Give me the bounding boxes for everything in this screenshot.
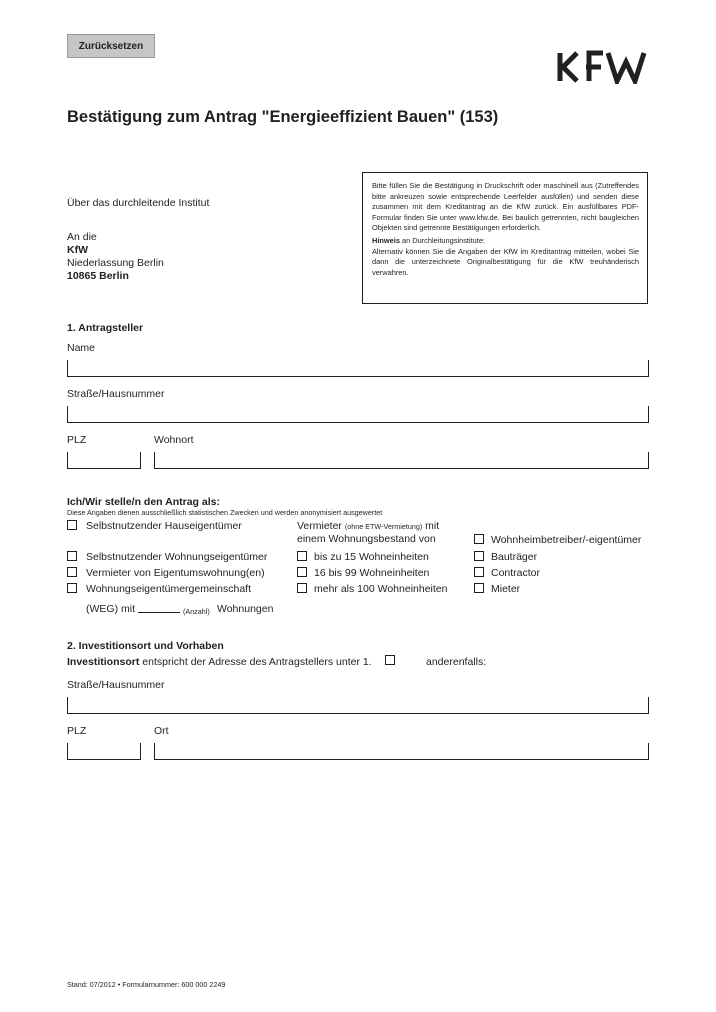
instructions-text: Bitte füllen Sie die Bestätigung in Druckschrift oder maschinell aus (Zutreffendes bitte ankreuzen sowie entsprechende Leerfelder ausfüllen) und senden diese zusammen mit dem Kreditantrag an die KfW zurück. Ein ausfüllbares PDF-Formular finden Sie unter www.kfw.de. Bei baulich getrennten, nicht baugleichen Objekten sind getrennte Bestätigungen erforderlich. xyxy=(372,181,639,233)
landlord-heading-line2: einem Wohnungsbestand von xyxy=(297,533,436,545)
checkbox-16-to-99[interactable] xyxy=(297,567,307,577)
label-self-house-owner: Selbstnutzender Hauseigentümer xyxy=(86,520,242,532)
investment-street-field[interactable] xyxy=(67,697,649,714)
applicant-type-heading: Ich/Wir stelle/n den Antrag als: xyxy=(67,496,220,508)
page-title: Bestätigung zum Antrag "Energieeffizient Bauen" (153) xyxy=(67,108,499,126)
investment-zip-field[interactable] xyxy=(67,743,141,760)
hint-text: Alternativ können Sie die Angaben der KfW im Kreditantrag mitteilen, wobei Sie dann die unterzeichnete Originalbestätigung für die KfW treuhänderisch verwahren. xyxy=(372,246,639,277)
zip-field[interactable] xyxy=(67,452,141,469)
hint-heading: Hinweis an Durchleitungsinstitute: xyxy=(372,235,485,245)
instructions-box xyxy=(362,172,648,304)
label-dorm-operator: Wohnheimbetreiber/-eigentümer xyxy=(491,534,642,546)
weg-count-field[interactable] xyxy=(138,612,180,613)
investment-city-label: Ort xyxy=(154,725,169,737)
section1-heading: 1. Antragsteller xyxy=(67,322,144,334)
label-up-to-15: bis zu 15 Wohneinheiten xyxy=(314,551,429,563)
address-branch: Niederlassung Berlin xyxy=(67,257,164,269)
street-label: Straße/Hausnummer xyxy=(67,388,165,400)
footer-form-number: Stand: 07/2012 • Formularnummer: 600 000 2249 xyxy=(67,980,226,989)
checkbox-landlord-condo[interactable] xyxy=(67,567,77,577)
label-over-100: mehr als 100 Wohneinheiten xyxy=(314,583,448,595)
label-developer: Bauträger xyxy=(491,551,538,563)
label-16-to-99: 16 bis 99 Wohneinheiten xyxy=(314,567,430,579)
section2-heading: 2. Investitionsort und Vorhaben xyxy=(67,640,224,652)
weg-suffix: Wohnungen xyxy=(217,603,274,615)
weg-prefix: (WEG) mit xyxy=(86,603,135,615)
label-self-apartment-owner: Selbstnutzender Wohnungseigentümer xyxy=(86,551,268,563)
street-field[interactable] xyxy=(67,406,649,423)
checkbox-tenant[interactable] xyxy=(474,583,484,593)
investment-location-text: Investitionsort entspricht der Adresse des Antragstellers unter 1. xyxy=(67,656,372,668)
weg-count-label: (Anzahl) xyxy=(183,607,210,616)
checkbox-self-apartment-owner[interactable] xyxy=(67,551,77,561)
kfw-logo xyxy=(556,50,648,84)
checkbox-same-address[interactable] xyxy=(385,655,395,665)
zip-label: PLZ xyxy=(67,434,87,446)
checkbox-contractor[interactable] xyxy=(474,567,484,577)
name-label: Name xyxy=(67,342,96,354)
applicant-type-note: Diese Angaben dienen ausschließlich statistischen Zwecken und werden anonymisiert ausgewertet xyxy=(67,508,383,517)
address-to: An die xyxy=(67,231,97,243)
investment-zip-label: PLZ xyxy=(67,725,87,737)
label-contractor: Contractor xyxy=(491,567,541,579)
checkbox-developer[interactable] xyxy=(474,551,484,561)
investment-city-field[interactable] xyxy=(154,743,649,760)
checkbox-dorm-operator[interactable] xyxy=(474,534,484,544)
city-label: Wohnort xyxy=(154,434,194,446)
address-city: 10865 Berlin xyxy=(67,270,129,282)
address-name: KfW xyxy=(67,244,88,256)
checkbox-over-100[interactable] xyxy=(297,583,307,593)
checkbox-owners-association[interactable] xyxy=(67,583,77,593)
name-field[interactable] xyxy=(67,360,649,377)
label-owners-association: Wohnungseigentümergemeinschaft xyxy=(86,583,251,595)
checkbox-up-to-15[interactable] xyxy=(297,551,307,561)
label-tenant: Mieter xyxy=(491,583,521,595)
checkbox-self-house-owner[interactable] xyxy=(67,520,77,530)
city-field[interactable] xyxy=(154,452,649,469)
reset-button[interactable]: Zurücksetzen xyxy=(67,34,155,58)
via-institute-label: Über das durchleitende Institut xyxy=(67,197,210,209)
label-landlord-condo: Vermieter von Eigentumswohnung(en) xyxy=(86,567,265,579)
investment-street-label: Straße/Hausnummer xyxy=(67,679,165,691)
landlord-heading: Vermieter (ohne ETW-Vermietung) mit xyxy=(297,520,440,532)
otherwise-label: anderenfalls: xyxy=(426,656,487,668)
